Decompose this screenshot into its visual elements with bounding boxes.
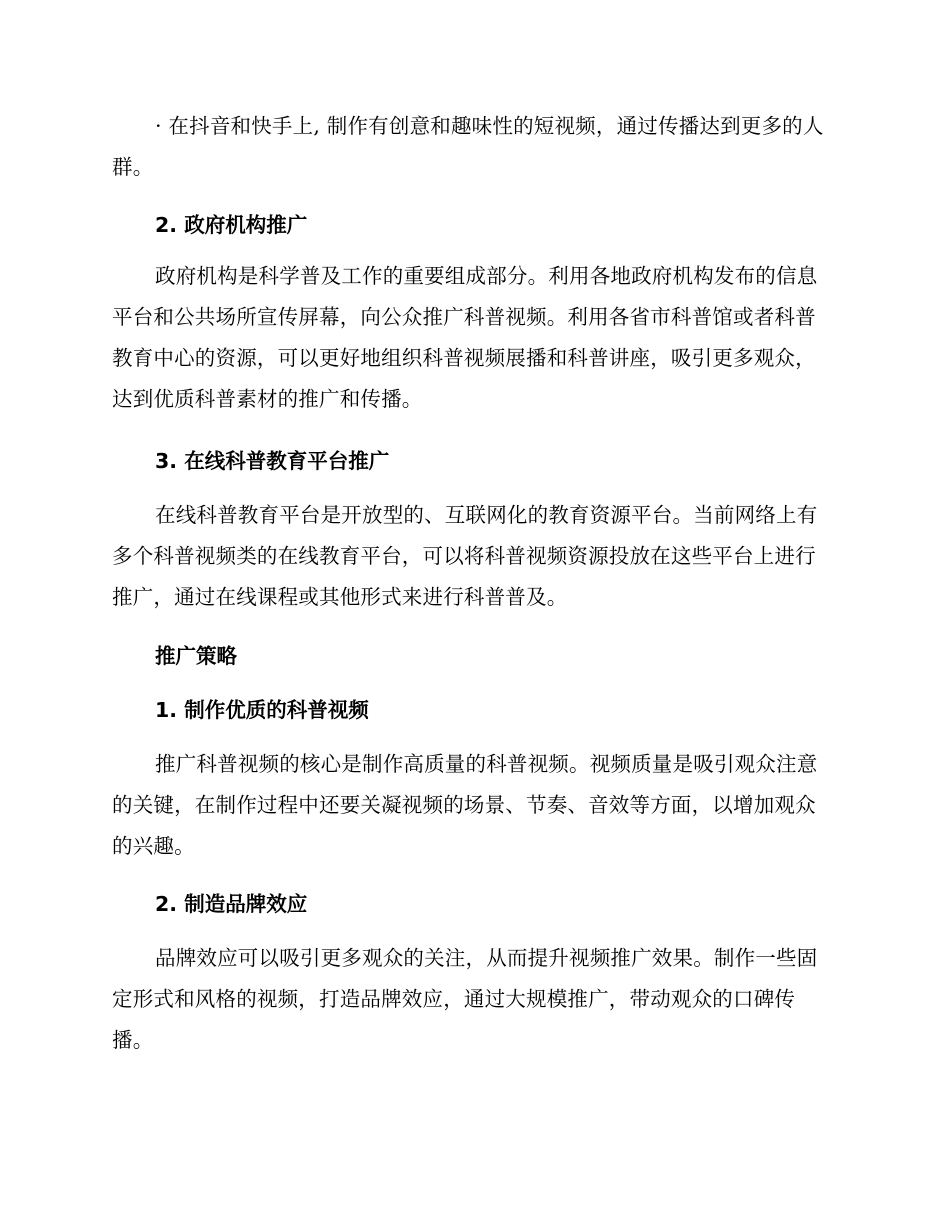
paragraph-brand-effect: 品牌效应可以吸引更多观众的关注，从而提升视频推广效果。制作一些固定形式和风格的视频，打造品牌效应，通过大规模推广，带动观众的口碑传播。 [112,946,818,1052]
bullet-paragraph-douyin: · 在抖音和快手上, 制作有创意和趣味性的短视频，通过传播达到更多的人群。 [112,114,824,179]
heading-promotion-strategy: 推广策略 [155,644,237,668]
heading-online-platform-promotion: 3. 在线科普教育平台推广 [155,449,390,473]
paragraph-online-platform-promotion: 在线科普教育平台是开放型的、互联网化的教育资源平台。当前网络上有多个科普视频类的在线教育平台，可以将科普视频资源投放在这些平台上进行推广，通过在线课程或其他形式来进行科普普及。 [112,503,818,609]
heading-brand-effect: 2. 制造品牌效应 [155,892,308,916]
heading-government-promotion: 2. 政府机构推广 [155,213,308,237]
paragraph-government-promotion: 政府机构是科学普及工作的重要组成部分。利用各地政府机构发布的信息平台和公共场所宣传屏幕，向公众推广科普视频。利用各省市科普馆或者科普教育中心的资源，可以更好地组织科普视频展播和科普讲座，吸引更多观众，达到优质科普素材的推广和传播。 [112,264,818,411]
paragraph-quality-videos: 推广科普视频的核心是制作高质量的科普视频。视频质量是吸引观众注意的关键，在制作过程中还要关凝视频的场景、节奏、音效等方面，以增加观众的兴趣。 [112,752,818,858]
heading-quality-videos: 1. 制作优质的科普视频 [155,698,369,722]
